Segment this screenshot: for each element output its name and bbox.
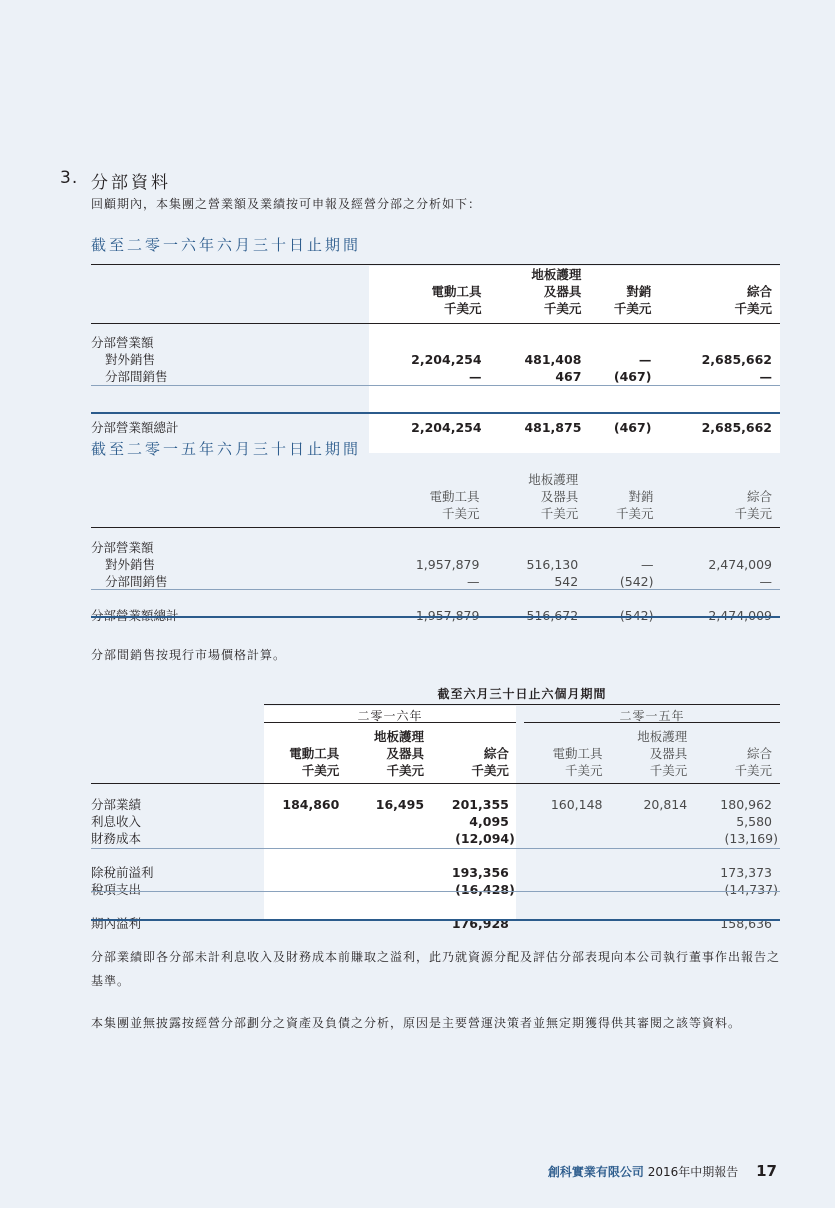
- results-rule-2: [91, 891, 780, 892]
- table-cell: 193,356: [451, 865, 509, 880]
- table-2015-title: 截至二零一五年六月三十日止期間: [91, 440, 362, 458]
- header-cell: [369, 266, 490, 283]
- header-cell: 千美元: [441, 506, 480, 521]
- table-2016-bottom-rule: [91, 412, 780, 414]
- row-label: 分部營業額總計: [91, 608, 179, 623]
- section-number: 3.: [60, 168, 79, 188]
- header-cell: 地板護理: [490, 266, 590, 283]
- table-cell: (542): [619, 574, 654, 589]
- row-label: 期內溢利: [91, 916, 142, 931]
- table-cell: 2,204,254: [369, 419, 490, 436]
- table-cell: 1,957,879: [415, 557, 480, 572]
- note-intersegment: 分部間銷售按現行市場價格計算。: [91, 648, 287, 662]
- results-period-rule: [264, 704, 780, 705]
- header-cell: 綜合: [746, 489, 772, 504]
- table-2016-header-rule: [91, 323, 780, 324]
- header-cell: 千美元: [565, 763, 603, 778]
- note-assets-liabilities: 本集團並無披露按經營分部劃分之資產及負債之分析，原因是主要營運決策者並無定期獲得供其審閱之該等資料。: [91, 1016, 742, 1030]
- row-label: 分部間銷售: [105, 574, 168, 589]
- table-cell: 201,355: [451, 797, 509, 812]
- header-cell: 千美元: [734, 506, 772, 521]
- row-label: 稅項支出: [91, 882, 142, 897]
- header-cell: 綜合: [659, 283, 780, 300]
- footer-report: 2016年中期報告: [647, 1165, 739, 1179]
- table-cell: 20,814: [643, 797, 688, 812]
- table-cell: 516,130: [526, 557, 579, 572]
- header-cell: 電動工具: [552, 746, 603, 761]
- table-cell: 2,474,009: [708, 608, 772, 623]
- table-2016-top-rule: [91, 264, 780, 265]
- table-2016-title: 截至二零一六年六月三十日止期間: [91, 236, 362, 254]
- header-cell: 及器具: [386, 746, 425, 761]
- note-segment-results: 分部業績即各分部未計利息收入及財務成本前賺取之溢利，此乃就資源分配及評估分部表現向本公司執行董事作出報告之基準。: [91, 950, 781, 988]
- table-cell: —: [659, 368, 780, 385]
- table-cell: 4,095: [469, 814, 509, 829]
- footer-company: 創科實業有限公司: [547, 1165, 644, 1179]
- header-cell: 千美元: [734, 763, 772, 778]
- table-cell: (14,737): [724, 882, 778, 897]
- header-cell: 及器具: [490, 283, 590, 300]
- page-footer: [548, 1162, 777, 1180]
- header-cell: 電動工具: [369, 283, 490, 300]
- row-label: 分部業績: [91, 797, 142, 812]
- year-2016-label: 二零一六年: [357, 709, 423, 723]
- header-cell: [586, 471, 661, 488]
- row-label: 財務成本: [91, 831, 142, 846]
- header-cell: 千美元: [471, 763, 509, 778]
- table-cell: 184,860: [282, 797, 340, 812]
- header-cell: 對銷: [589, 283, 659, 300]
- table-cell: (467): [589, 419, 659, 436]
- table-cell: 2,685,662: [659, 351, 780, 368]
- table-cell: 481,408: [490, 351, 590, 368]
- header-cell: 千美元: [589, 300, 659, 317]
- header-cell: 千美元: [301, 763, 340, 778]
- table-cell: 481,875: [490, 419, 590, 436]
- header-cell: [662, 471, 781, 488]
- table-cell: —: [369, 368, 490, 385]
- row-label: 利息收入: [91, 814, 142, 829]
- table-cell: 516,672: [526, 608, 579, 623]
- header-cell: 電動工具: [289, 746, 340, 761]
- table-cell: (467): [589, 368, 659, 385]
- results-rule-1: [91, 848, 780, 849]
- header-cell: [517, 728, 611, 745]
- section-intro: 回顧期內，本集團之營業額及業績按可申報及經營分部之分析如下：: [91, 197, 482, 211]
- table-cell: 542: [554, 574, 579, 589]
- header-cell: 及器具: [540, 489, 579, 504]
- section-title: 分部資料: [91, 173, 171, 193]
- header-cell: [432, 728, 517, 745]
- page-number: 17: [756, 1162, 777, 1180]
- table-cell: —: [589, 351, 659, 368]
- row-label: 分部營業額: [91, 540, 154, 555]
- header-cell: 千美元: [369, 300, 490, 317]
- table-cell: 467: [490, 368, 590, 385]
- table-cell: 2,474,009: [708, 557, 772, 572]
- header-cell: [695, 728, 780, 745]
- table-cell: 180,962: [720, 797, 772, 812]
- table-cell: —: [759, 574, 772, 589]
- table-2016-subtotal-rule: [91, 385, 780, 386]
- header-cell: [659, 266, 780, 283]
- table-cell: 173,373: [720, 865, 772, 880]
- header-cell: 地板護理: [637, 729, 688, 744]
- header-cell: [369, 471, 487, 488]
- header-cell: 千美元: [649, 763, 688, 778]
- table-cell: 158,636: [720, 916, 772, 931]
- table-cell: —: [466, 574, 480, 589]
- table-cell: (12,094): [455, 831, 515, 846]
- table-cell: 16,495: [375, 797, 425, 812]
- table-cell: 1,957,879: [415, 608, 480, 623]
- year-2016-rule: [264, 722, 516, 723]
- results-period-title: 截至六月三十日止六個月期間: [437, 687, 607, 701]
- header-cell: 千美元: [659, 300, 780, 317]
- table-cell: (542): [619, 608, 654, 623]
- table-2015: [91, 471, 780, 624]
- table-cell: 160,148: [550, 797, 603, 812]
- row-label: 分部營業額總計: [91, 420, 179, 435]
- year-2015-rule: [524, 722, 780, 723]
- results-table: [91, 728, 780, 932]
- header-cell: 綜合: [746, 746, 772, 761]
- header-cell: 千美元: [540, 506, 579, 521]
- row-label: 對外銷售: [105, 557, 156, 572]
- header-cell: 地板護理: [374, 729, 425, 744]
- results-header-rule: [91, 783, 780, 784]
- row-label: 分部間銷售: [105, 369, 168, 384]
- table-cell: 5,580: [736, 814, 772, 829]
- header-cell: [263, 728, 348, 745]
- table-2015-subtotal-rule: [91, 589, 780, 590]
- row-label: 分部營業額: [91, 335, 154, 350]
- header-cell: 電動工具: [429, 489, 480, 504]
- table-cell: (16,428): [455, 882, 515, 897]
- table-2015-header-rule: [91, 527, 780, 528]
- table-2015-bottom-rule: [91, 616, 780, 618]
- header-cell: 綜合: [483, 746, 509, 761]
- row-label: 對外銷售: [105, 352, 156, 367]
- table-cell: 2,204,254: [369, 351, 490, 368]
- header-cell: 對銷: [628, 489, 654, 504]
- table-cell: —: [641, 557, 654, 572]
- header-cell: 千美元: [386, 763, 425, 778]
- header-cell: 千美元: [615, 506, 654, 521]
- table-cell: (13,169): [724, 831, 778, 846]
- table-cell: 176,928: [451, 916, 509, 931]
- row-label: 除稅前溢利: [91, 865, 154, 880]
- table-cell: 2,685,662: [659, 419, 780, 436]
- header-cell: [589, 266, 659, 283]
- header-cell: 千美元: [490, 300, 590, 317]
- header-cell: 及器具: [649, 746, 688, 761]
- header-cell: 地板護理: [528, 472, 579, 487]
- table-2016: [91, 266, 780, 453]
- results-bottom-rule: [91, 919, 780, 921]
- year-2015-label: 二零一五年: [619, 709, 685, 723]
